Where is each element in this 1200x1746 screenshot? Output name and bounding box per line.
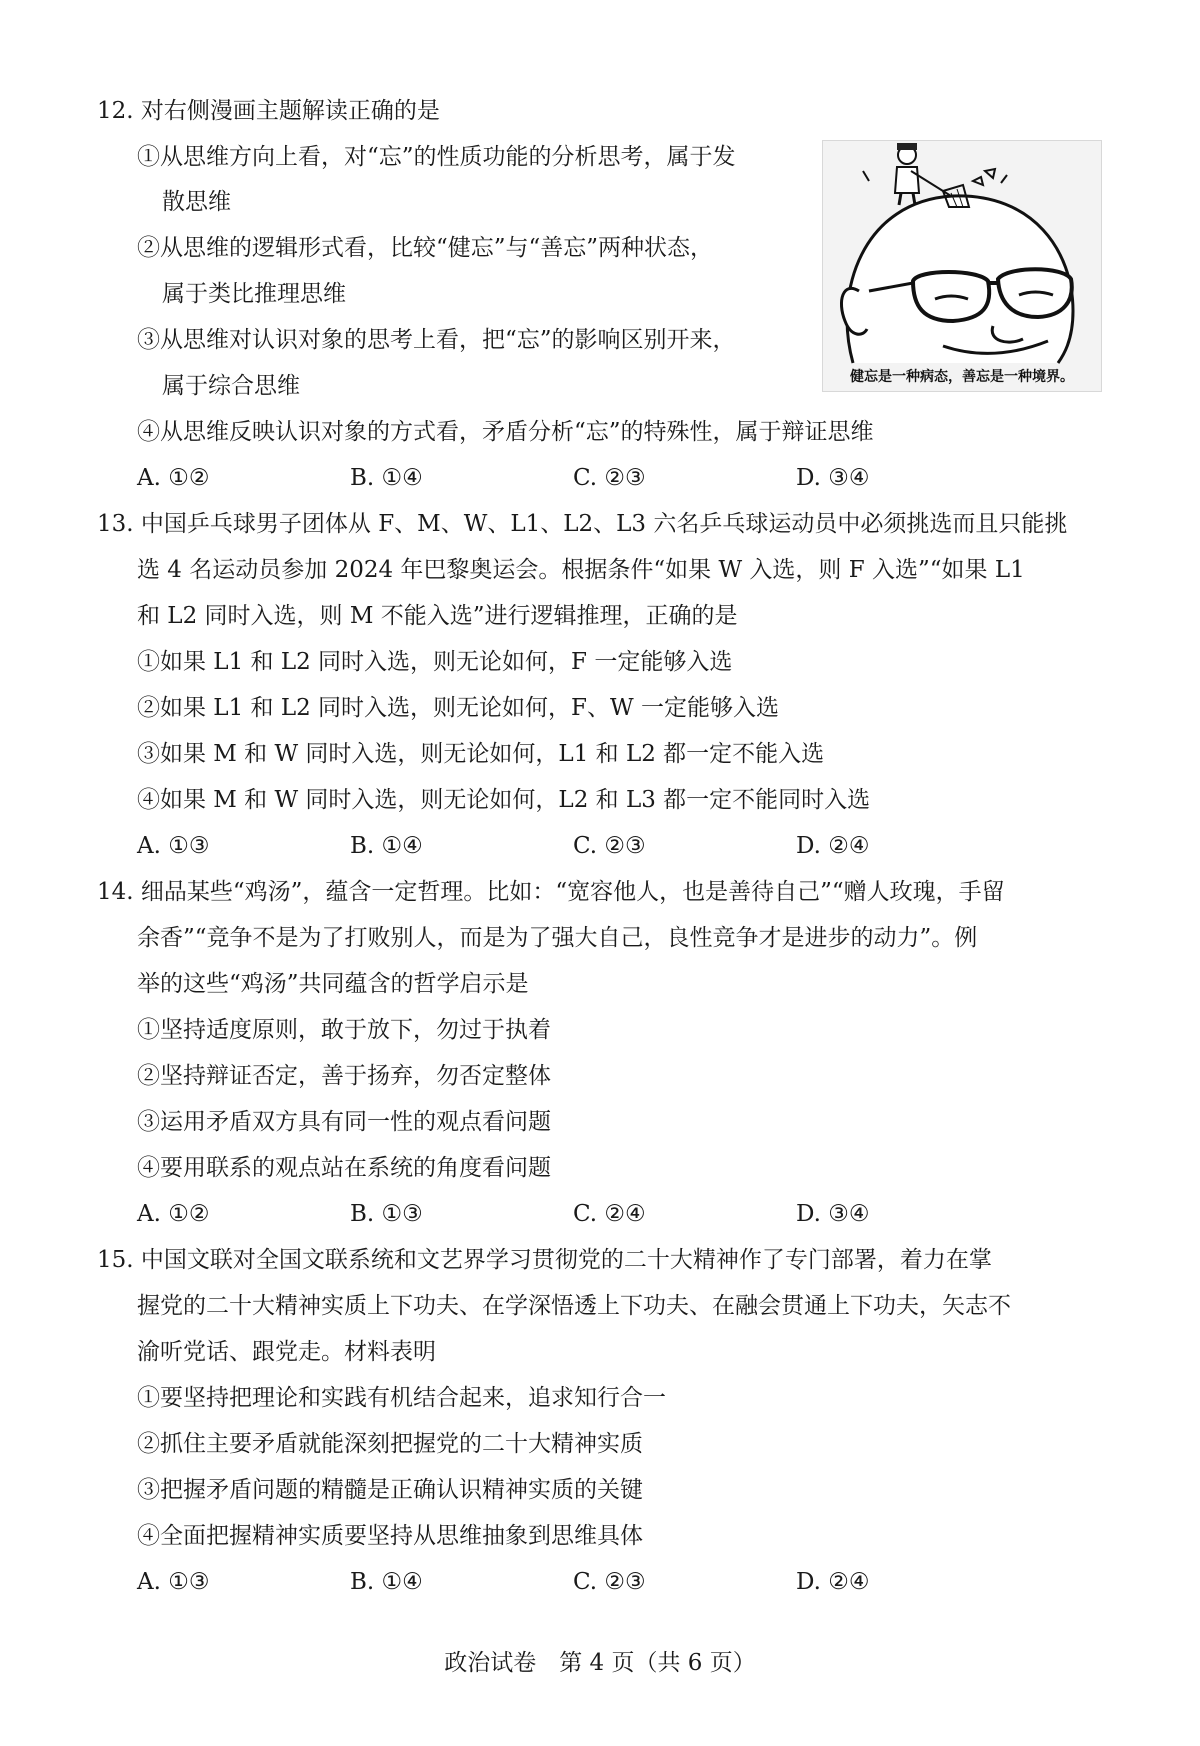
q13-stem-line-3: 和 L2 同时入选，则 M 不能入选”进行逻辑推理，正确的是: [137, 603, 738, 629]
q12-item-4: ④从思维反映认识对象的方式看，矛盾分析“忘”的特殊性，属于辩证思维: [137, 419, 874, 445]
q13-item-1: ①如果 L1 和 L2 同时入选，则无论如何，F 一定能够入选: [137, 649, 733, 675]
q12-stem: 12. 对右侧漫画主题解读正确的是: [97, 98, 440, 124]
q13-options: [137, 831, 1037, 861]
q15-option-d: D. ②④: [796, 1569, 870, 1595]
q12-option-c: C. ②③: [573, 465, 646, 491]
q15-stem-line-1: 15. 中国文联对全国文联系统和文艺界学习贯彻党的二十大精神作了专门部署，着力在掌: [97, 1247, 992, 1273]
q14-options: [137, 1199, 1037, 1229]
q14-stem-line-1: 14. 细品某些“鸡汤”，蕴含一定哲理。比如：“宽容他人，也是善待自己”“赠人玫瑰，手留: [97, 879, 1005, 905]
q13-stem-line-1: 13. 中国乒乓球男子团体从 F、M、W、L1、L2、L3 六名乒乓球运动员中必须挑选而且只能挑: [97, 511, 1068, 537]
q14-option-d: D. ③④: [796, 1201, 870, 1227]
q14-stem-line-2: 余香”“竞争不是为了打败别人，而是为了强大自己，良性竞争才是进步的动力”。例: [137, 925, 978, 951]
cartoon-illustration: [822, 140, 1102, 392]
q13-item-2: ②如果 L1 和 L2 同时入选，则无论如何，F、W 一定能够入选: [137, 695, 779, 721]
q15-stem-line-2: 握党的二十大精神实质上下功夫、在学深悟透上下功夫、在融会贯通上下功夫，矢志不: [137, 1293, 1011, 1319]
q12-item-3-cont: 属于综合思维: [162, 373, 300, 399]
q15-option-a: A. ①③: [137, 1569, 210, 1595]
q15-item-4: ④全面把握精神实质要坚持从思维抽象到思维具体: [137, 1523, 643, 1549]
q13-option-c: C. ②③: [573, 833, 646, 859]
q14-option-b: B. ①③: [350, 1201, 423, 1227]
q12-item-1: ①从思维方向上看，对“忘”的性质功能的分析思考，属于发: [137, 144, 736, 170]
q14-stem-line-3: 举的这些“鸡汤”共同蕴含的哲学启示是: [137, 971, 529, 997]
q15-item-2: ②抓住主要矛盾就能深刻把握党的二十大精神实质: [137, 1431, 643, 1457]
q14-item-3: ③运用矛盾双方具有同一性的观点看问题: [137, 1109, 551, 1135]
q12-item-3: ③从思维对认识对象的思考上看，把“忘”的影响区别开来，: [137, 327, 736, 353]
q13-item-3: ③如果 M 和 W 同时入选，则无论如何，L1 和 L2 都一定不能入选: [137, 741, 825, 767]
q12-options: [137, 463, 1037, 493]
q13-option-a: A. ①③: [137, 833, 210, 859]
q15-options: [137, 1567, 1037, 1597]
q15-item-1: ①要坚持把理论和实践有机结合起来，追求知行合一: [137, 1385, 666, 1411]
q15-item-3: ③把握矛盾问题的精髓是正确认识精神实质的关键: [137, 1477, 643, 1503]
q14-item-1: ①坚持适度原则，敢于放下，勿过于执着: [137, 1017, 551, 1043]
q14-item-2: ②坚持辩证否定，善于扬弃，勿否定整体: [137, 1063, 551, 1089]
q13-option-b: B. ①④: [350, 833, 423, 859]
q13-stem-line-2: 选 4 名运动员参加 2024 年巴黎奥运会。根据条件“如果 W 入选，则 F 入选”“如果 L1: [137, 557, 1025, 583]
q15-option-b: B. ①④: [350, 1569, 423, 1595]
page-footer: 政治试卷 第 4 页（共 6 页）: [444, 1650, 756, 1676]
q14-option-c: C. ②④: [573, 1201, 646, 1227]
q12-item-1-cont: 散思维: [162, 189, 231, 215]
q12-option-d: D. ③④: [796, 465, 870, 491]
q13-item-4: ④如果 M 和 W 同时入选，则无论如何，L2 和 L3 都一定不能同时入选: [137, 787, 871, 813]
q13-option-d: D. ②④: [796, 833, 870, 859]
q12-option-a: A. ①②: [137, 465, 210, 491]
q12-item-2: ②从思维的逻辑形式看，比较“健忘”与“善忘”两种状态，: [137, 235, 714, 261]
cartoon-caption: 健忘是一种病态，善忘是一种境界。: [850, 369, 1074, 385]
q14-item-4: ④要用联系的观点站在系统的角度看问题: [137, 1155, 551, 1181]
q15-option-c: C. ②③: [573, 1569, 646, 1595]
q14-option-a: A. ①②: [137, 1201, 210, 1227]
cartoon-drawing: [823, 141, 1101, 366]
q12-option-b: B. ①④: [350, 465, 423, 491]
q15-stem-line-3: 渝听党话、跟党走。材料表明: [137, 1339, 436, 1365]
q12-item-2-cont: 属于类比推理思维: [162, 281, 346, 307]
